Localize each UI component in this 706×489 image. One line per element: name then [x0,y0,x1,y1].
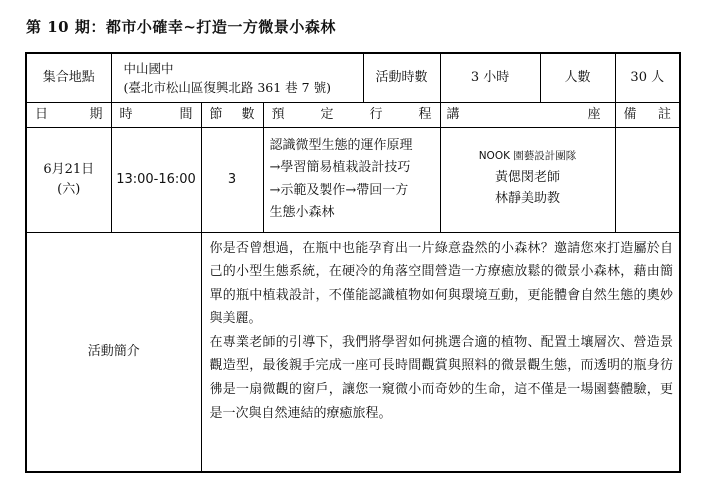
intro-label: 活動簡介 [26,232,201,472]
instructor-name: 黃偲閔老師 [495,169,561,185]
intro-paragraph: 你是否曾想過，在瓶中也能孕育出一片綠意盎然的小森林？邀請您來打造屬於自己的小型生態系統，在硬冷的角落空間營造一方療癒放鬆的微景小森林，藉由簡單的瓶中植栽設計，不僅能認識植物如何與環境互動，更能體會自然生態的奧妙與美麗。 [209,240,674,327]
session-instructor [440,127,615,232]
header-program: 預 定 行 程 [263,102,440,127]
session-row [26,127,680,232]
venue-label: 集合地點 [26,53,111,102]
session-date-day: 6月21日 [43,161,95,177]
header-date: 日 期 [26,102,111,127]
program-line: →示範及製作→帶回一方 [269,182,409,198]
activity-table [25,52,681,473]
duration-label: 活動時數 [363,53,440,102]
page-title: 第 10 期：都市小確幸~打造一方微景小森林 [26,18,336,36]
header-instructor: 講 座 [440,102,615,127]
program-line: 生態小森林 [269,205,335,220]
session-remarks [615,127,680,232]
venue-name: 中山國中 [123,60,174,76]
session-program [263,127,440,232]
instructor-org: NOOK 園藝設計團隊 [478,150,577,163]
program-line: →學習簡易植栽設計技巧 [269,160,411,175]
session-count: 3 [201,127,263,232]
summary-row [26,53,680,102]
intro-paragraph: 在專業老師的引導下，我們將學習如何挑選合適的植物、配置土壤層次、營造景觀造型，最後親手完成一座可長時間觀賞與照料的微景觀生態，而透明的瓶身彷彿是一扇微觀的窗戶，讓您一窺微小而奇妙的生命，這不僅是一場園藝體驗，更是一次與自然連結的療癒旅程。 [209,334,674,421]
instructor-name: 林靜美助教 [495,190,561,206]
session-time: 13:00-16:00 [111,127,201,232]
capacity-value: 30 人 [615,53,680,102]
duration-value: 3 小時 [440,53,540,102]
session-date [26,127,111,232]
session-weekday: (六) [57,181,81,197]
intro-text [201,232,680,472]
header-remarks: 備 註 [615,102,680,127]
header-session: 節 數 [201,102,263,127]
header-time: 時 間 [111,102,201,127]
venue-address: (臺北市松山區復興北路 361 巷 7 號) [123,79,331,95]
capacity-label: 人數 [540,53,615,102]
program-line: 認識微型生態的運作原理 [269,137,413,153]
header-row [26,102,680,127]
intro-row [26,232,680,472]
venue-cell [111,53,363,102]
